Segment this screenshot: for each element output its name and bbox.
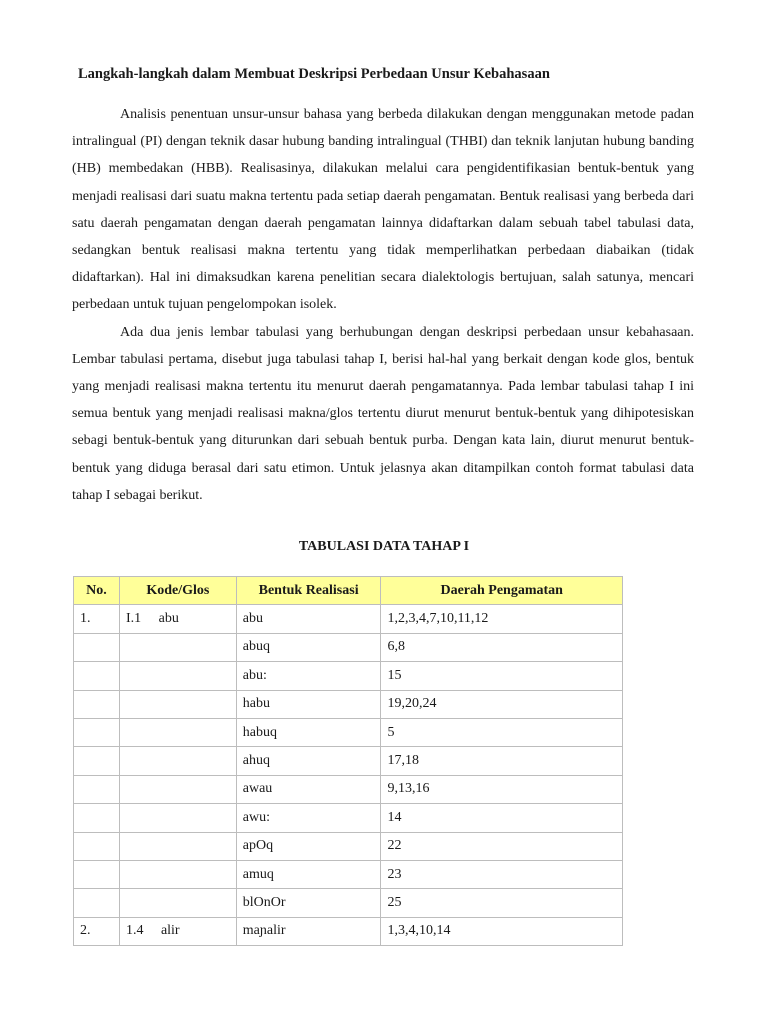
table-row [74,775,623,803]
table-body [74,605,623,946]
table-row [74,860,623,888]
table-title: TABULASI DATA TAHAP I [298,539,470,554]
cell-kode-glos [119,775,236,803]
cell-no [74,690,120,718]
cell-kode-glos [119,860,236,888]
cell-daerah-pengamatan: 5 [381,718,623,746]
cell-bentuk-realisasi: maɲalir [236,917,381,945]
cell-no: 1. [74,605,120,633]
cell-bentuk-realisasi: blOnOr [236,889,381,917]
tabulasi-table [73,576,623,946]
cell-daerah-pengamatan: 23 [381,860,623,888]
cell-daerah-pengamatan: 1,2,3,4,7,10,11,12 [381,605,623,633]
cell-no [74,889,120,917]
cell-bentuk-realisasi: habu [236,690,381,718]
table-row [74,832,623,860]
paragraph-analisis: Analisis penentuan unsur-unsur bahasa yang berbeda dilakukan dengan menggunakan metode padan intralingual (PI) dengan teknik dasar hubung banding intralingual (THBI) dan teknik lanjutan hubung banding (HB) membedakan (HBB). Realisasinya, dilakukan melalui cara pengidentifikasian bentuk-bentuk yang menjadi realisasi dari suatu makna tertentu pada setiap daerah pengamatan. Bentuk realisasi yang berbeda dari satu daerah pengamatan dengan daerah pengamatan lainnya didaftarkan dalam sebuah tabel tabulasi data, sedangkan bentuk realisasi makna tertentu yang tidak memperlihatkan perbedaan diabaikan (tidak didaftarkan). Hal ini dimaksudkan karena penelitian secara dialektologis bertujuan, salah satunya, mencari perbedaan untuk tujuan pengelompokan isolek. [72,107,694,313]
cell-kode-glos [119,747,236,775]
cell-bentuk-realisasi: apOq [236,832,381,860]
cell-no [74,633,120,661]
table-row [74,662,623,690]
cell-bentuk-realisasi: habuq [236,718,381,746]
table-header-row [74,577,623,605]
cell-daerah-pengamatan: 25 [381,889,623,917]
table-row [74,917,623,945]
cell-no: 2. [74,917,120,945]
cell-daerah-pengamatan: 19,20,24 [381,690,623,718]
cell-daerah-pengamatan: 1,3,4,10,14 [381,917,623,945]
cell-kode-glos [119,690,236,718]
cell-no [74,718,120,746]
cell-bentuk-realisasi: abu [236,605,381,633]
cell-bentuk-realisasi: awau [236,775,381,803]
cell-kode-glos [119,804,236,832]
cell-no [74,662,120,690]
table-row [74,804,623,832]
cell-kode-glos [119,889,236,917]
table-row [74,690,623,718]
header-no: No. [74,577,120,605]
header-daerah-pengamatan: Daerah Pengamatan [381,577,623,605]
cell-bentuk-realisasi: amuq [236,860,381,888]
cell-kode-glos [119,718,236,746]
cell-bentuk-realisasi: abuq [236,633,381,661]
cell-kode-glos: 1.4 alir [119,917,236,945]
table-row [74,747,623,775]
cell-daerah-pengamatan: 17,18 [381,747,623,775]
document-heading: Langkah-langkah dalam Membuat Deskripsi Perbedaan Unsur Kebahasaan [78,66,550,82]
cell-no [74,775,120,803]
cell-no [74,747,120,775]
table-row [74,633,623,661]
cell-no [74,860,120,888]
cell-daerah-pengamatan: 14 [381,804,623,832]
table-row [74,605,623,633]
cell-kode-glos [119,662,236,690]
cell-daerah-pengamatan: 9,13,16 [381,775,623,803]
cell-bentuk-realisasi: awu: [236,804,381,832]
cell-bentuk-realisasi: abu: [236,662,381,690]
cell-daerah-pengamatan: 15 [381,662,623,690]
cell-no [74,832,120,860]
cell-bentuk-realisasi: ahuq [236,747,381,775]
header-kode-glos: Kode/Glos [119,577,236,605]
body-text [72,101,694,509]
table-row [74,889,623,917]
header-bentuk-realisasi: Bentuk Realisasi [236,577,381,605]
table-row [74,718,623,746]
cell-kode-glos [119,633,236,661]
paragraph-lembar-tabulasi: Ada dua jenis lembar tabulasi yang berhubungan dengan deskripsi perbedaan unsur kebahasaan. Lembar tabulasi pertama, disebut juga tabulasi tahap I, berisi hal-hal yang berkait dengan kode glos, bentuk yang menjadi realisasi makna tertentu itu menurut daerah pengamatannya. Pada lembar tabulasi tahap I ini semua bentuk yang menjadi realisasi makna/glos tertentu diurut menurut bentuk-bentuk yang dihipotesiskan sebagi bentuk-bentuk yang diturunkan dari sebuah bentuk purba. Dengan kata lain, diurut menurut bentuk-bentuk yang diduga berasal dari satu etimon. Untuk jelasnya akan ditampilkan contoh format tabulasi data tahap I sebagai berikut. [72,324,694,503]
cell-kode-glos: I.1 abu [119,605,236,633]
cell-daerah-pengamatan: 22 [381,832,623,860]
cell-kode-glos [119,832,236,860]
cell-daerah-pengamatan: 6,8 [381,633,623,661]
cell-no [74,804,120,832]
